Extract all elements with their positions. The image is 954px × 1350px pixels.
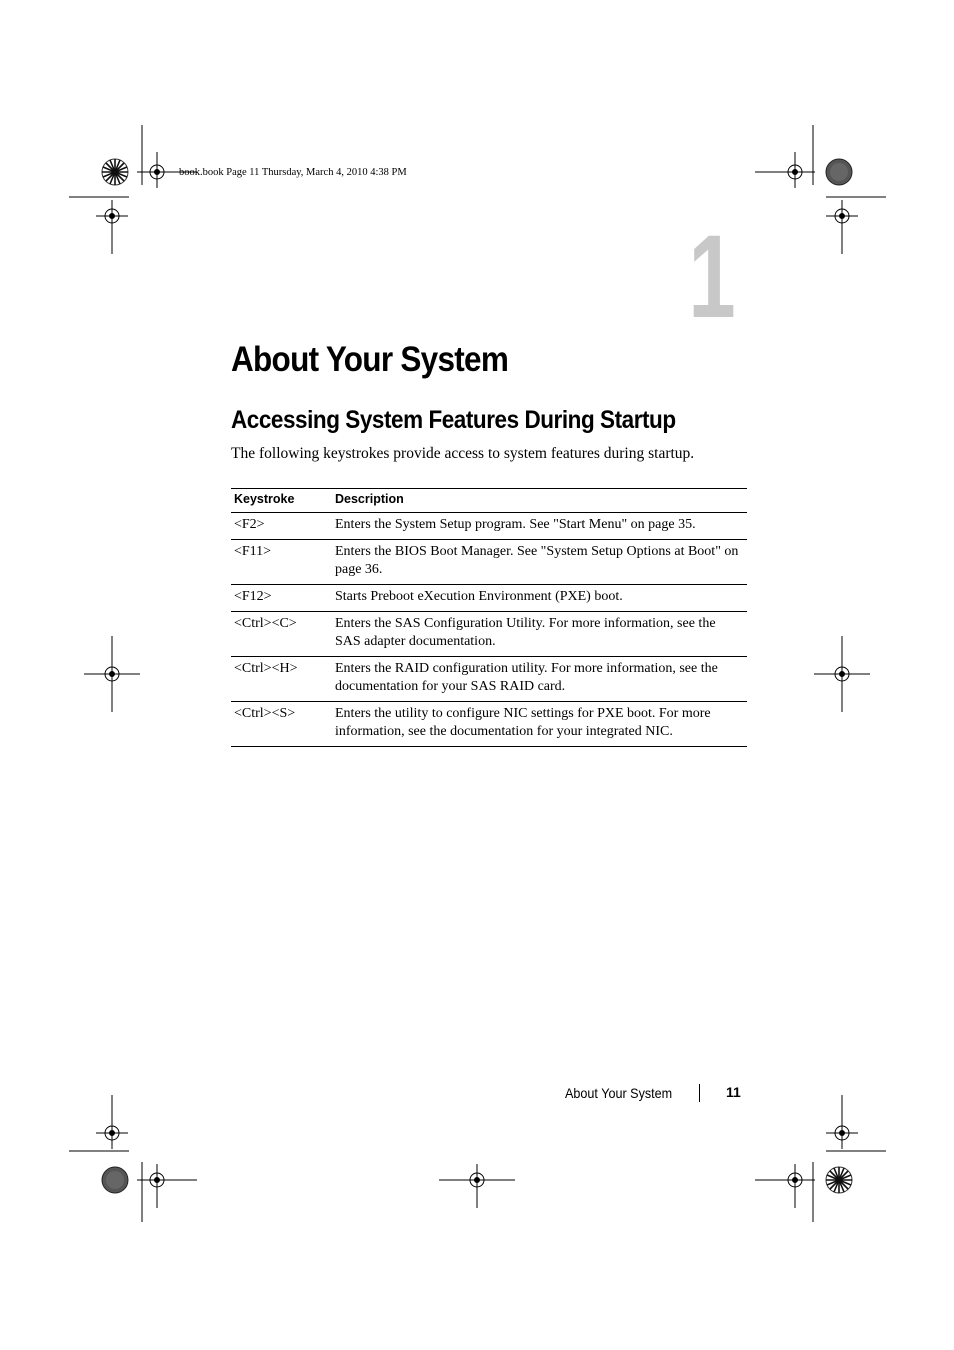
description-cell: Enters the RAID configuration utility. For more information, see the documentation for your SAS RAID card. <box>332 657 747 702</box>
keystroke-cell: <Ctrl><C> <box>231 612 332 657</box>
table-header-row <box>231 489 747 513</box>
keystroke-table <box>231 488 747 747</box>
print-header-info: book.book Page 11 Thursday, March 4, 2010 4:38 PM <box>179 167 407 178</box>
description-cell: Enters the BIOS Boot Manager. See "System Setup Options at Boot" on page 36. <box>332 540 747 585</box>
table-row <box>231 540 747 585</box>
section-title: Accessing System Features During Startup <box>231 406 676 434</box>
intro-paragraph: The following keystrokes provide access to system features during startup. <box>231 445 695 462</box>
table-row <box>231 513 747 540</box>
description-cell: Starts Preboot eXecution Environment (PXE) boot. <box>332 585 747 612</box>
header-description: Description <box>332 489 747 513</box>
description-cell: Enters the SAS Configuration Utility. For more information, see the SAS adapter documentation. <box>332 612 747 657</box>
chapter-title: About Your System <box>231 340 509 379</box>
keystroke-cell: <Ctrl><S> <box>231 702 332 747</box>
table-row <box>231 612 747 657</box>
keystroke-cell: <F12> <box>231 585 332 612</box>
description-cell: Enters the utility to configure NIC settings for PXE boot. For more information, see the documentation for your integrated NIC. <box>332 702 747 747</box>
keystroke-cell: <Ctrl><H> <box>231 657 332 702</box>
keystroke-cell: <F2> <box>231 513 332 540</box>
chapter-number: 1 <box>688 211 736 343</box>
keystroke-cell: <F11> <box>231 540 332 585</box>
description-cell: Enters the System Setup program. See "Start Menu" on page 35. <box>332 513 747 540</box>
footer-chapter-title: About Your System <box>565 1085 673 1101</box>
table-row <box>231 585 747 612</box>
footer-divider <box>699 1084 700 1102</box>
table-row <box>231 657 747 702</box>
header-keystroke: Keystroke <box>231 489 332 513</box>
page-number: 11 <box>726 1084 741 1100</box>
table-row <box>231 702 747 747</box>
